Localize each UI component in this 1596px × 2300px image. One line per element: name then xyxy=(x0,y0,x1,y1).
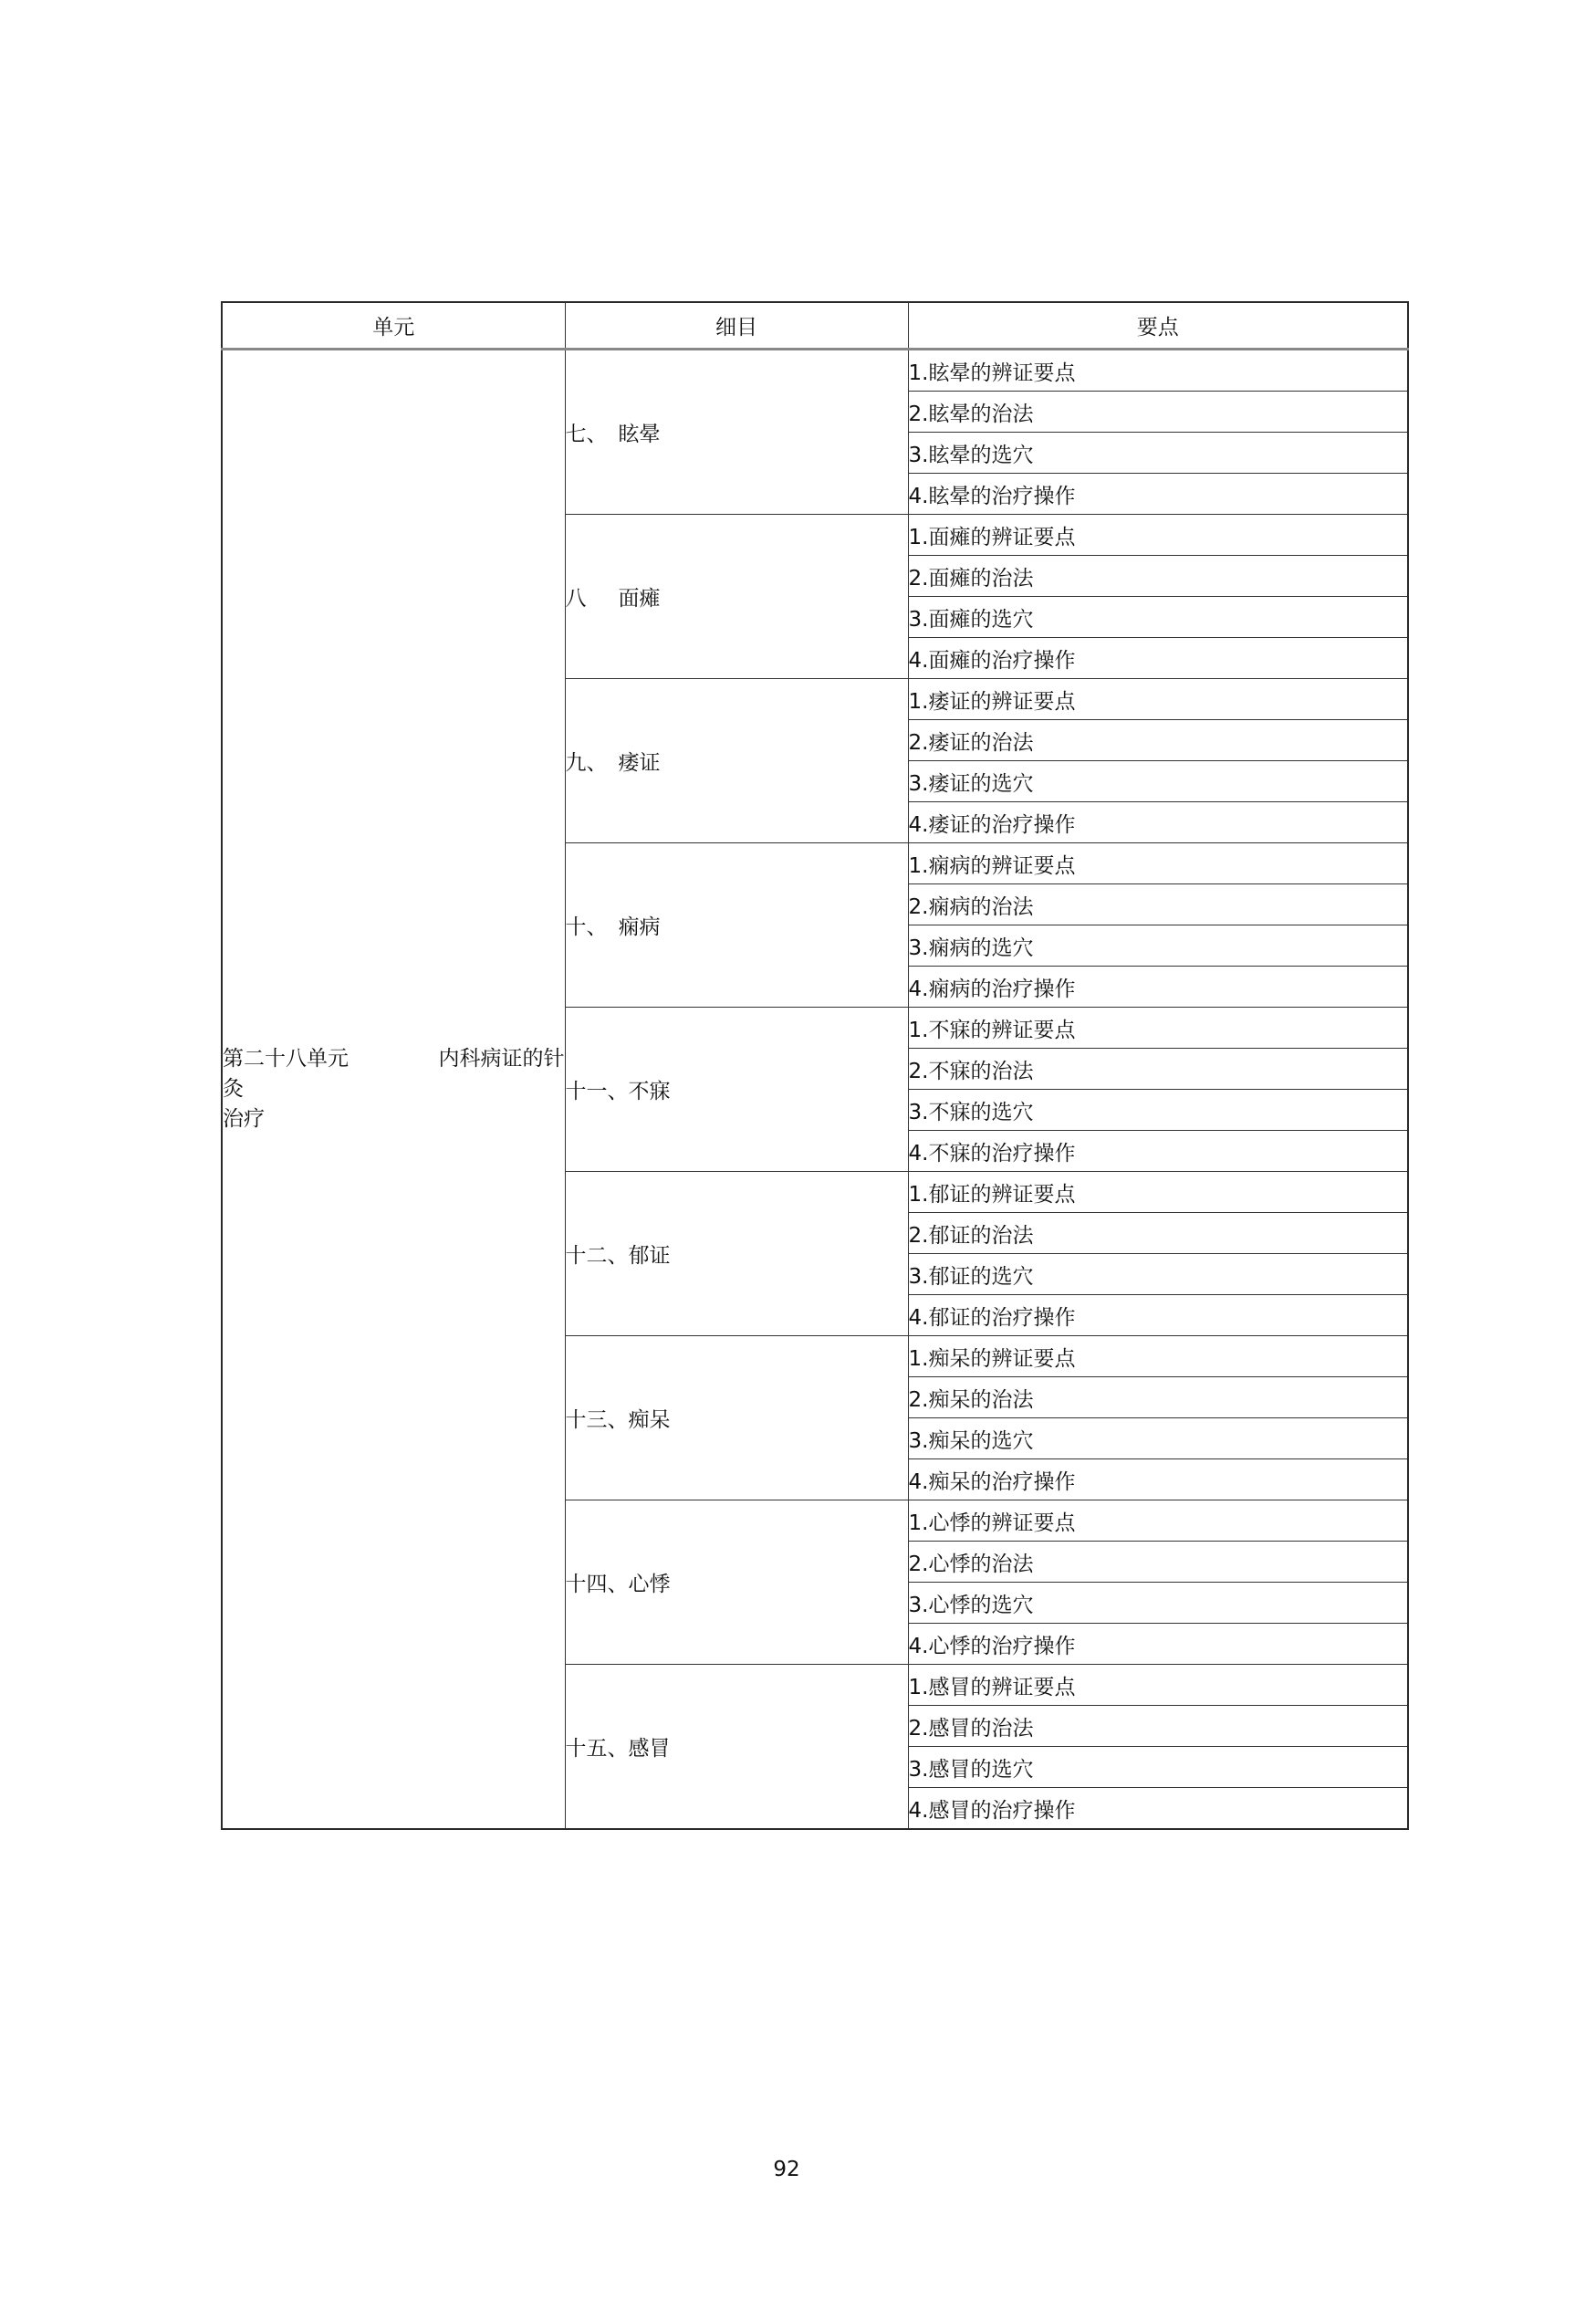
item-number: 十五、 xyxy=(565,1737,629,1761)
item-number: 十一、 xyxy=(565,1080,629,1103)
header-item: 细目 xyxy=(565,302,908,350)
point-cell: 1.不寐的辨证要点 xyxy=(908,1008,1408,1049)
point-cell: 1.心悸的辨证要点 xyxy=(908,1500,1408,1542)
item-cell xyxy=(565,1500,908,1665)
point-cell: 2.痫病的治法 xyxy=(908,884,1408,925)
point-cell: 2.心悸的治法 xyxy=(908,1542,1408,1583)
page-number: 92 xyxy=(773,2158,800,2181)
point-cell: 4.痿证的治疗操作 xyxy=(908,802,1408,843)
point-cell: 4.心悸的治疗操作 xyxy=(908,1624,1408,1665)
item-number: 十四、 xyxy=(565,1573,629,1596)
item-cell xyxy=(565,1008,908,1172)
item-cell xyxy=(565,1172,908,1336)
point-cell: 4.面瘫的治疗操作 xyxy=(908,638,1408,679)
syllabus-table xyxy=(221,301,1409,1830)
point-cell: 3.面瘫的选穴 xyxy=(908,597,1408,638)
point-cell: 3.不寐的选穴 xyxy=(908,1090,1408,1131)
point-cell: 2.感冒的治法 xyxy=(908,1706,1408,1747)
item-name: 不寐 xyxy=(628,1080,671,1103)
item-cell xyxy=(565,350,908,515)
item-name: 痿证 xyxy=(618,751,661,775)
unit-number: 第二十八单元 xyxy=(223,1047,349,1071)
point-cell: 3.痿证的选穴 xyxy=(908,761,1408,802)
point-cell: 1.面瘫的辨证要点 xyxy=(908,515,1408,556)
item-name: 面瘫 xyxy=(618,587,661,611)
point-cell: 1.痴呆的辨证要点 xyxy=(908,1336,1408,1377)
item-cell xyxy=(565,515,908,679)
point-cell: 2.不寐的治法 xyxy=(908,1049,1408,1090)
item-cell xyxy=(565,1665,908,1830)
point-cell: 4.感冒的治疗操作 xyxy=(908,1788,1408,1830)
header-unit: 单元 xyxy=(222,302,565,350)
point-cell: 4.郁证的治疗操作 xyxy=(908,1295,1408,1336)
unit-title-part3: 治疗 xyxy=(223,1107,265,1131)
point-cell: 1.眩晕的辨证要点 xyxy=(908,350,1408,392)
item-name: 眩晕 xyxy=(618,423,661,446)
point-cell: 4.不寐的治疗操作 xyxy=(908,1131,1408,1172)
point-cell: 3.心悸的选穴 xyxy=(908,1583,1408,1624)
point-cell: 3.痫病的选穴 xyxy=(908,925,1408,967)
point-cell: 2.痿证的治法 xyxy=(908,720,1408,761)
table-header-row xyxy=(222,302,1408,350)
item-number: 十三、 xyxy=(565,1408,629,1432)
item-name: 痫病 xyxy=(618,915,661,939)
table-body xyxy=(222,350,1408,1830)
point-cell: 1.感冒的辨证要点 xyxy=(908,1665,1408,1706)
item-cell xyxy=(565,1336,908,1500)
point-cell: 1.痿证的辨证要点 xyxy=(908,679,1408,720)
point-cell: 2.郁证的治法 xyxy=(908,1213,1408,1254)
item-name: 心悸 xyxy=(628,1573,671,1596)
point-cell: 3.感冒的选穴 xyxy=(908,1747,1408,1788)
point-cell: 1.痫病的辨证要点 xyxy=(908,843,1408,884)
item-number: 十二、 xyxy=(565,1244,629,1268)
point-cell: 3.郁证的选穴 xyxy=(908,1254,1408,1295)
item-number: 九、 xyxy=(565,751,608,775)
point-cell: 3.痴呆的选穴 xyxy=(908,1418,1408,1459)
unit-title-part1: 内科病证的针 xyxy=(438,1047,565,1071)
item-name: 郁证 xyxy=(628,1244,671,1268)
point-cell: 3.眩晕的选穴 xyxy=(908,433,1408,474)
item-number: 十、 xyxy=(565,915,608,939)
item-cell xyxy=(565,843,908,1008)
item-name: 感冒 xyxy=(628,1737,671,1761)
point-cell: 4.痴呆的治疗操作 xyxy=(908,1459,1408,1500)
item-number: 八 xyxy=(565,587,587,611)
point-cell: 4.眩晕的治疗操作 xyxy=(908,474,1408,515)
point-cell: 2.眩晕的治法 xyxy=(908,392,1408,433)
point-cell: 4.痫病的治疗操作 xyxy=(908,967,1408,1008)
point-cell: 2.面瘫的治法 xyxy=(908,556,1408,597)
item-cell xyxy=(565,679,908,843)
unit-title-part2: 灸 xyxy=(223,1077,244,1101)
item-number: 七、 xyxy=(565,423,608,446)
table-row xyxy=(222,350,1408,392)
item-name: 痴呆 xyxy=(628,1408,671,1432)
point-cell: 2.痴呆的治法 xyxy=(908,1377,1408,1418)
unit-cell xyxy=(222,350,565,1830)
header-points: 要点 xyxy=(908,302,1408,350)
point-cell: 1.郁证的辨证要点 xyxy=(908,1172,1408,1213)
